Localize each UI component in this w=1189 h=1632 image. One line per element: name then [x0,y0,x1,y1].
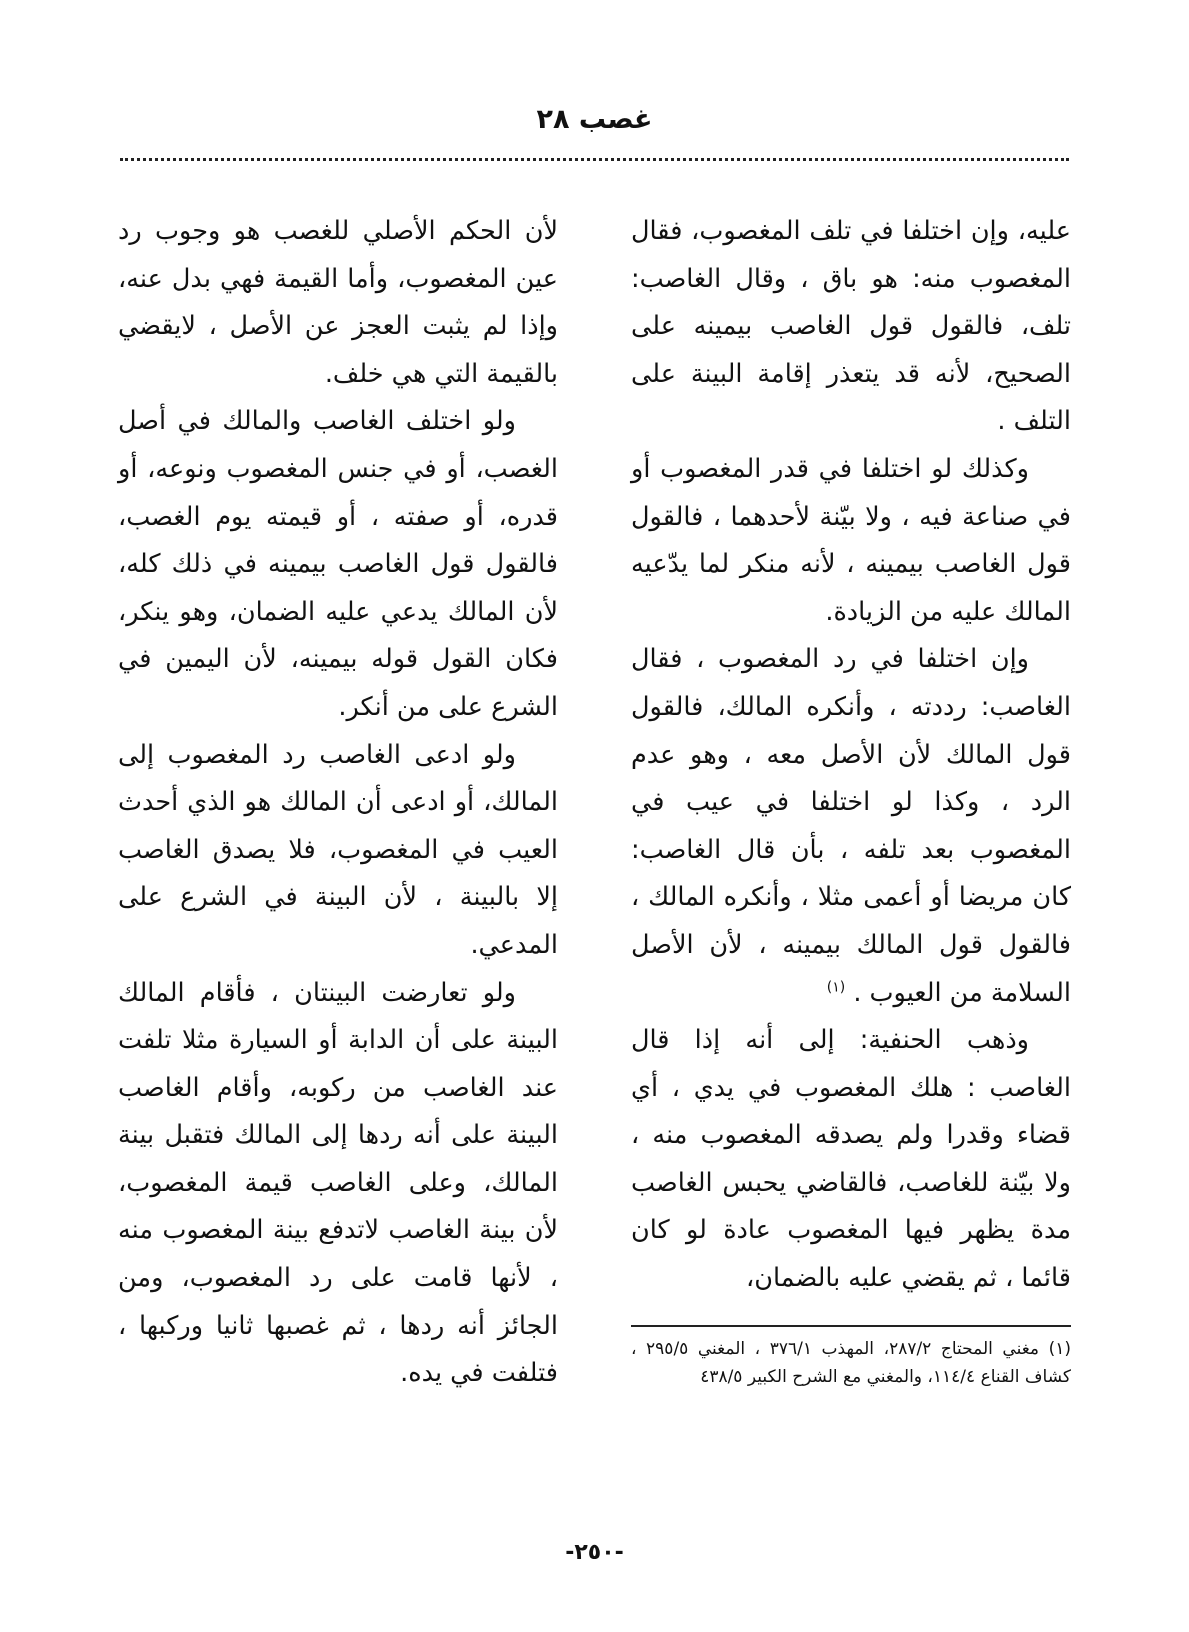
paragraph [631,636,1071,1017]
paragraph: وكذلك لو اختلفا في قدر المغصوب أو في صناعة فيه ، ولا بيّنة لأحدهما ، فالقول قول الغاصب بيمينه ، لأنه منكر لما يدّعيه المالك عليه من الزيادة. [631,453,1071,627]
header-dotted-divider [120,158,1069,161]
page-title: غصب ٢٨ [536,104,653,135]
footnote: (١) مغني المحتاج ٢٨٧/٢، المهذب ٣٧٦/١ ، المغني ٢٩٥/٥ ، كشاف القناع ١١٤/٤، والمغني مع الشرح الكبير ٤٣٨/٥ [631,1339,1071,1387]
footnote-reference: (١) [826,979,846,995]
paragraph: وذهب الحنفية: إلى أنه إذا قال الغاصب : هلك المغصوب في يدي ، أي قضاء وقدرا ولم يصدقه المغصوب منه ، ولا بيّنة للغاصب، فالقاضي يحبس الغاصب مدة يظهر فيها المغصوب عادة لو كان قائما ، ثم يقضي عليه بالضمان، [631,1025,1071,1294]
paragraph: ولو تعارضت البينتان ، فأقام المالك البينة على أن الدابة أو السيارة مثلا تلفت عند الغاصب من ركوبه، وأقام الغاصب البينة على أنه ردها إلى المالك فتقبل بينة المالك، وعلى الغاصب قيمة المغصوب، لأن بينة الغاصب لاتدفع بينة المغصوب منه ، لأنها قامت على رد المغصوب، ومن الجائز أنه ردها ، ثم غصبها ثانيا وركبها ، فتلفت في يده. [118,977,558,1389]
footnotes [631,1335,1071,1391]
page-number: -٢٥٠- [565,1540,624,1565]
paragraph: عليه، وإن اختلفا في تلف المغصوب، فقال المغصوب منه: هو باق ، وقال الغاصب: تلف، فالقول قول الغاصب بيمينه على الصحيح، لأنه قد يتعذر إقامة البينة على التلف . [631,216,1071,437]
paragraph: ولو اختلف الغاصب والمالك في أصل الغصب، أو في جنس المغصوب ونوعه، أو قدره، أو صفته ، أو قيمته يوم الغصب، فالقول قول الغاصب بيمينه في ذلك كله، لأن المالك يدعي عليه الضمان، وهو ينكر، فكان القول قوله بيمينه، لأن اليمين في الشرع على من أنكر. [118,406,558,722]
paragraph: ولو ادعى الغاصب رد المغصوب إلى المالك، أو ادعى أن المالك هو الذي أحدث العيب في المغصوب، فلا يصدق الغاصب إلا بالبينة ، لأن البينة في الشرع على المدعي. [118,739,558,960]
paragraph-text: وإن اختلفا في رد المغصوب ، فقال الغاصب: رددته ، وأنكره المالك، فالقول قول المالك لأن الأصل معه ، وهو عدم الرد ، وكذا لو اختلفا في عيب في المغصوب بعد تلفه ، بأن قال الغاصب: كان مريضا أو أعمى مثلا ، وأنكره المالك ، فالقول قول المالك بيمينه ، لأن الأصل السلامة من العيوب . [631,644,1071,1008]
left-column [118,208,558,1398]
footnote-divider [631,1325,1071,1327]
right-column [631,208,1071,1303]
paragraph: لأن الحكم الأصلي للغصب هو وجوب رد عين المغصوب، وأما القيمة فهي بدل عنه، وإذا لم يثبت العجز عن الأصل ، لايقضي بالقيمة التي هي خلف. [118,216,558,389]
